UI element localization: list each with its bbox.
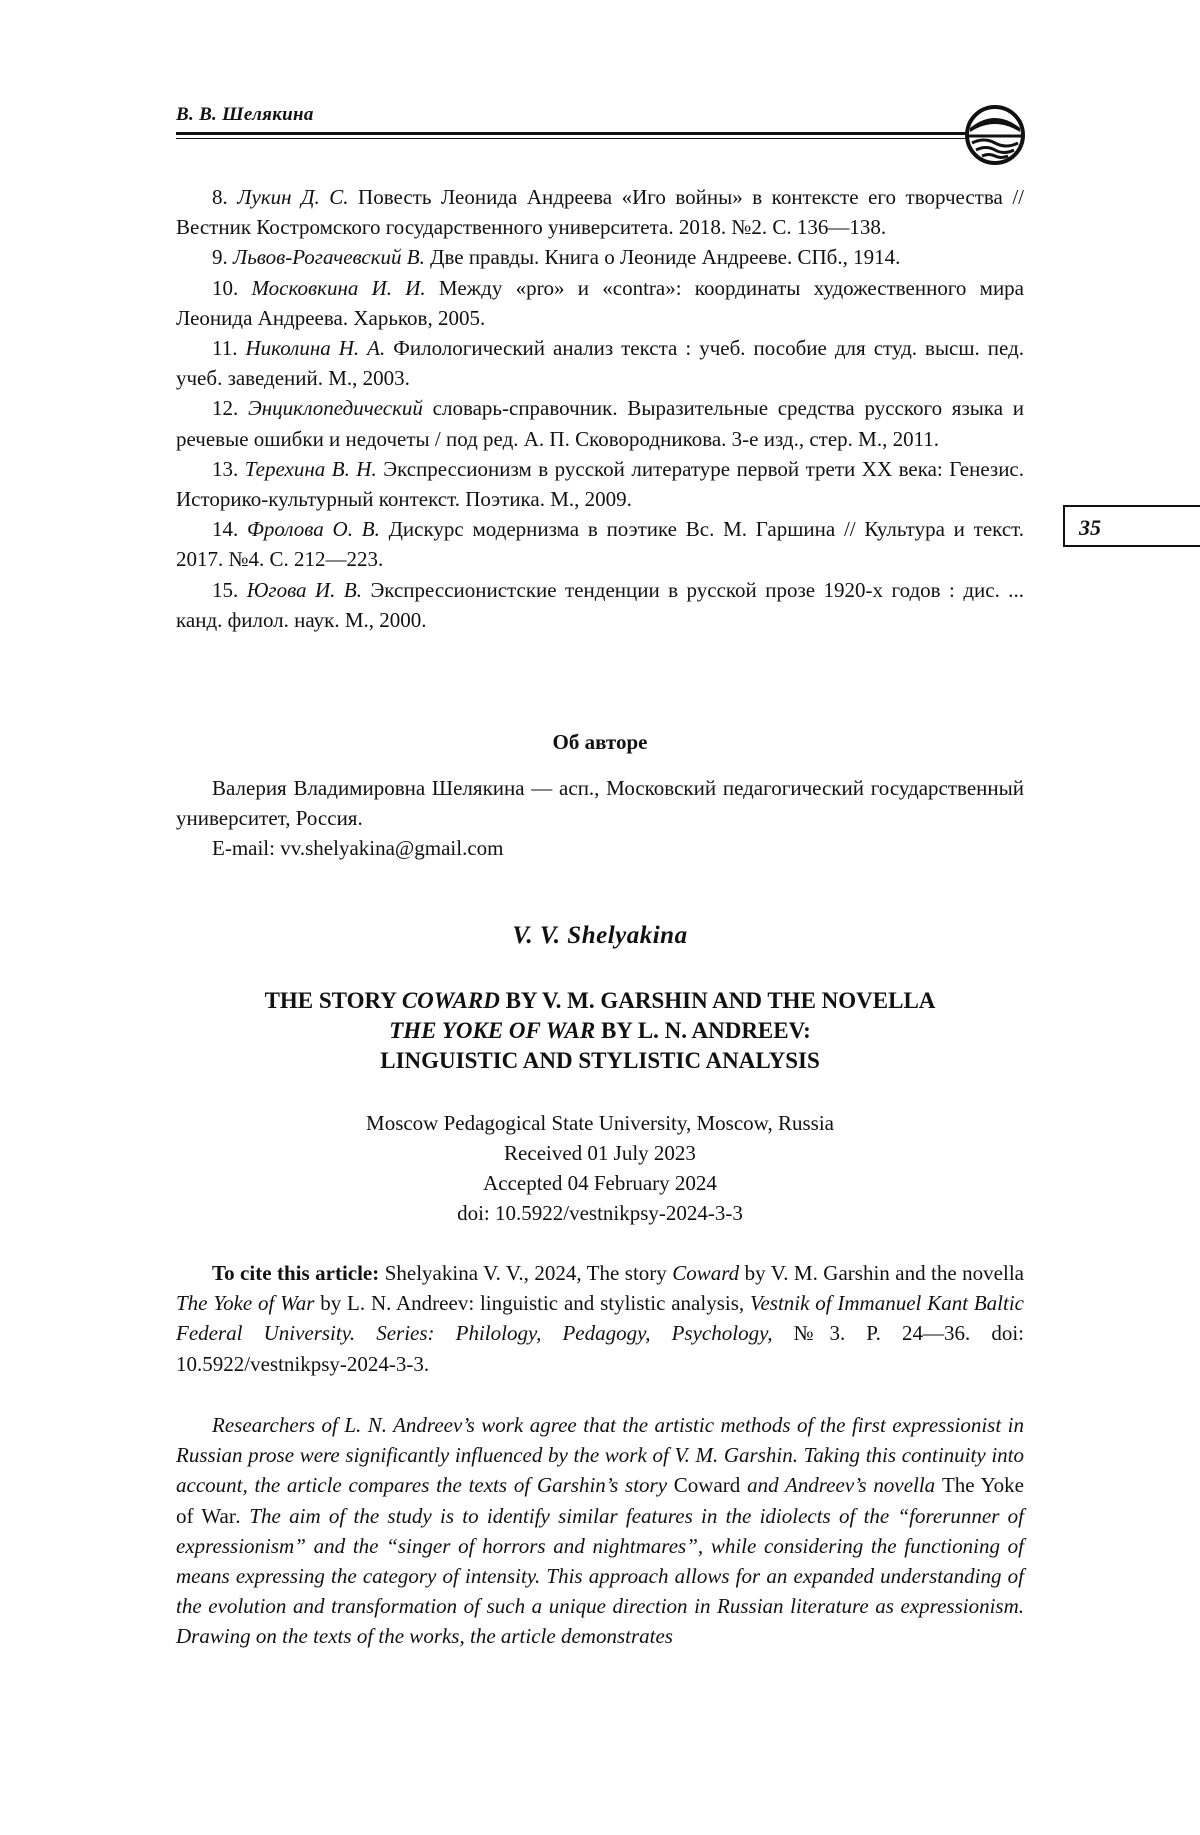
reference-item [176,273,1024,333]
citation-label: To cite this article: [212,1261,380,1285]
title-line-3: LINGUISTIC AND STYLISTIC ANALYSIS [380,1048,820,1073]
english-author-name: V. V. Shelyakina [512,922,688,949]
ref-author: Терехина В. Н. [244,456,377,481]
ref-text: Между «pro» и «contra»: координаты художественного мира Леонида Андреева. Харьков, 2005. [176,275,1024,330]
header-rule-thin [176,138,966,139]
ref-author: Московкина И. И. [251,275,426,300]
title-line-2 [176,1016,1024,1046]
about-author-heading: Об авторе [552,730,648,754]
ref-number: 12. [212,396,239,421]
reference-item [176,393,1024,453]
title-italic: COWARD [401,988,500,1013]
title-text: BY V. M. GARSHIN AND THE NOVELLA [499,988,936,1013]
doi[interactable]: doi: 10.5922/vestnikpsy-2024-3-3 [457,1201,743,1225]
title-italic: THE YOKE OF WAR [389,1018,596,1043]
ref-author: Львов-Рогачевский В. [233,245,425,270]
accepted-date: Accepted 04 February 2024 [483,1171,717,1195]
abstract-upright: The Yoke of War [176,1473,1024,1528]
ref-text: Экспрессионизм в русской литературе первой трети XX века: Генезис. Историко-культурный контекст. Поэтика. М., 2009. [176,456,1025,512]
ref-text: Две правды. Книга о Леониде Андрееве. СПб., 1914. [430,245,901,270]
abstract-text: Researchers of L. N. Andreev’s work agree that the artistic methods of the first expressionist in Russian prose were significantly influenced by the work of V. M. Garshin. Taking this continuity into account, the article compares the texts of Garshin’s story [176,1413,1024,1498]
ref-number: 13. [212,456,239,481]
ref-number: 9. [212,245,228,270]
ref-number: 10. [212,275,239,300]
running-header-author: В. В. Шелякина [176,104,314,125]
citation-text: №3. P. 24—36. doi: 10.5922/vestnikpsy-2024-3-3. [176,1321,1024,1376]
title-text: BY L. N. ANDREEV: [595,1018,811,1043]
about-author-block [176,773,1024,864]
ref-text: Экспрессионистские тенденции в русской прозе 1920-х годов : дис. ... канд. филол. наук. М., 2000. [176,577,1025,632]
header-rule [176,132,966,135]
received-date: Received 01 July 2023 [504,1141,696,1165]
ref-number: 11. [212,336,238,361]
citation-text: by V. M. Garshin and the novella [739,1261,1024,1285]
citation-italic: Coward [672,1261,740,1285]
ref-author: Фролова О. В. [247,517,380,542]
citation-text: Shelyakina V. V., 2024, The story [379,1261,673,1285]
title-line-1 [176,986,1024,1016]
reference-item [176,182,1024,242]
affiliation: Moscow Pedagogical State University, Moscow, Russia [366,1111,834,1135]
reference-item [176,333,1024,393]
ref-text: Филологический анализ текста : учеб. пособие для студ. высш. пед. учеб. заведений. М., 2003. [176,336,1025,391]
page-number-box [1063,505,1200,547]
reference-item [176,514,1024,574]
citation-italic: The Yoke of War [176,1291,315,1316]
page-number: 35 [1079,515,1101,540]
reference-list [176,182,1024,635]
reference-item [176,454,1024,514]
abstract [176,1410,1024,1652]
ref-text: словарь-справочник. Выразительные средства русского языка и речевые ошибки и недочеты / под ред. А. П. Сковородникова. 3-е изд., стер. М., 2011. [176,396,1025,451]
ref-number: 14. [212,517,239,542]
citation-block [176,1258,1024,1379]
reference-item [176,242,1024,272]
ref-number: 15. [212,577,239,602]
ref-number: 8. [212,185,228,209]
abstract-text: and Andreev’s novella [740,1473,942,1498]
author-bio: Валерия Владимировна Шелякина — асп., Московский педагогический государственный университет, Россия. [176,776,1024,831]
english-article-title [176,986,1024,1076]
ref-text: Повесть Леонида Андреева «Иго войны» в контексте его творчества // Вестник Костромского государственного университета. 2018. №2. С. 136—138. [176,185,1025,240]
ref-author: Энциклопедический [247,396,423,421]
ref-text: Дискурс модернизма в поэтике Вс. М. Гаршина // Культура и текст. 2017. №4. С. 212—223. [176,517,1025,572]
ref-author: Николина Н. А. [245,336,386,361]
journal-logo-icon [964,104,1026,166]
ref-author: Лукин Д. С. [237,185,349,209]
citation-journal: Vestnik of Immanuel Kant Baltic Federal University. Series: Philology, Pedagogy, Psychology, [176,1291,1025,1346]
ref-author: Югова И. В. [246,577,362,602]
abstract-upright: Coward [673,1473,741,1498]
abstract-text: . The aim of the study is to identify similar features in the idiolects of the “forerunner of expressionism” and the “singer of horrors and nightmares”, while considering the functioning of means expressing the category of intensity. This approach allows for an expanded understanding of the evolution and transformation of such a unique direction in Russian literature as expressionism. Drawing on the texts of the works, the article demonstrates [176,1503,1024,1649]
author-email[interactable]: E-mail: vv.shelyakina@gmail.com [212,836,504,861]
citation-text: by L. N. Andreev: linguistic and stylistic analysis, [314,1291,750,1316]
title-text: THE STORY [264,988,402,1013]
reference-item [176,575,1024,635]
article-meta [176,1108,1024,1228]
